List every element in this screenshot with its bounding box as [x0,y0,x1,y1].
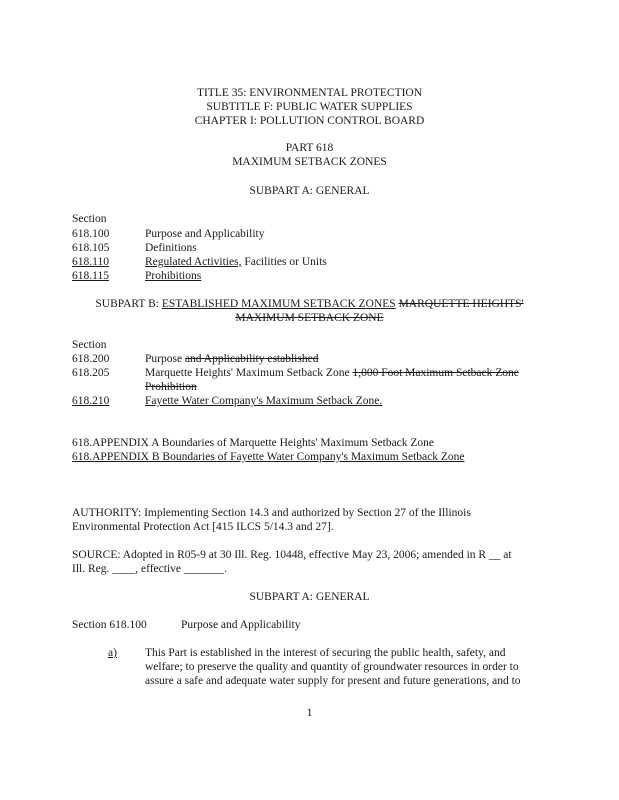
toc-b-num: 618.210 [72,395,110,407]
subpart-b-heading [0,297,619,311]
paragraph-line: This Part is established in the interest of securing the public health, safety, and [145,647,506,659]
inserted-text: Regulated Activities, [145,256,242,268]
plain-text: Facilities or Units [241,256,327,268]
authority-line: AUTHORITY: Implementing Section 14.3 and authorized by Section 27 of the Illinois [72,507,471,519]
plain-text: Purpose [145,353,185,365]
toc-b-title: Fayette Water Company's Maximum Setback Zone. [145,395,383,407]
toc-a-section-label: Section [72,213,107,225]
subtitle-line: SUBTITLE F: PUBLIC WATER SUPPLIES [206,101,413,113]
paragraph-label: a) [108,647,117,659]
inserted-text: ESTABLISHED MAXIMUM SETBACK ZONES [161,298,396,310]
toc-a-num: 618.100 [72,228,110,240]
toc-a-title [145,255,327,269]
toc-a-title: Purpose and Applicability [145,228,265,240]
toc-a-title: Definitions [145,242,197,254]
deleted-text: MARQUETTE HEIGHTS' [398,298,524,310]
subpart-b-prefix: SUBPART B: [95,298,162,310]
paragraph-line: assure a safe and adequate water supply for present and future generations, and to [145,675,521,687]
toc-b-num: 618.200 [72,353,110,365]
section-number: Section 618.100 [72,619,147,631]
deleted-text: and Applicability established [184,353,319,365]
page-number: 1 [306,707,313,719]
deleted-text: Prohibition [145,381,197,393]
toc-a-num: 618.115 [72,270,109,282]
title-line: TITLE 35: ENVIRONMENTAL PROTECTION [196,87,423,99]
part-title: MAXIMUM SETBACK ZONES [232,156,387,168]
deleted-text: MAXIMUM SETBACK ZONE [235,312,384,324]
toc-a-num: 618.110 [72,256,109,268]
source-line: SOURCE: Adopted in R05-9 at 30 Ill. Reg. 10448, effective May 23, 2006; amended in R __ at [72,549,512,561]
toc-b-section-label: Section [72,339,107,351]
authority-line: Environmental Protection Act [415 ILCS 5/14.3 and 27]. [72,521,334,533]
subpart-a-body-heading: SUBPART A: GENERAL [249,591,370,603]
deleted-text: 1,000 Foot Maximum Setback Zone [352,367,519,379]
source-line: Ill. Reg. ____, effective _______. [72,563,228,575]
appendix-b-entry: 618.APPENDIX B Boundaries of Fayette Water Company's Maximum Setback Zone [72,451,465,463]
part-number: PART 618 [285,142,334,154]
toc-b-num: 618.205 [72,367,110,379]
toc-a-num: 618.105 [72,242,110,254]
appendix-a-entry: 618.APPENDIX A Boundaries of Marquette Heights' Maximum Setback Zone [72,437,435,449]
plain-text: Marquette Heights' Maximum Setback Zone [145,367,353,379]
subpart-a-heading: SUBPART A: GENERAL [249,185,370,197]
paragraph-line: welfare; to preserve the quality and quantity of groundwater resources in order to [145,661,519,673]
toc-b-title [145,352,318,366]
toc-a-title: Prohibitions [145,270,202,282]
chapter-line: CHAPTER I: POLLUTION CONTROL BOARD [194,115,425,127]
section-title: Purpose and Applicability [181,619,301,631]
toc-b-title [145,366,519,380]
